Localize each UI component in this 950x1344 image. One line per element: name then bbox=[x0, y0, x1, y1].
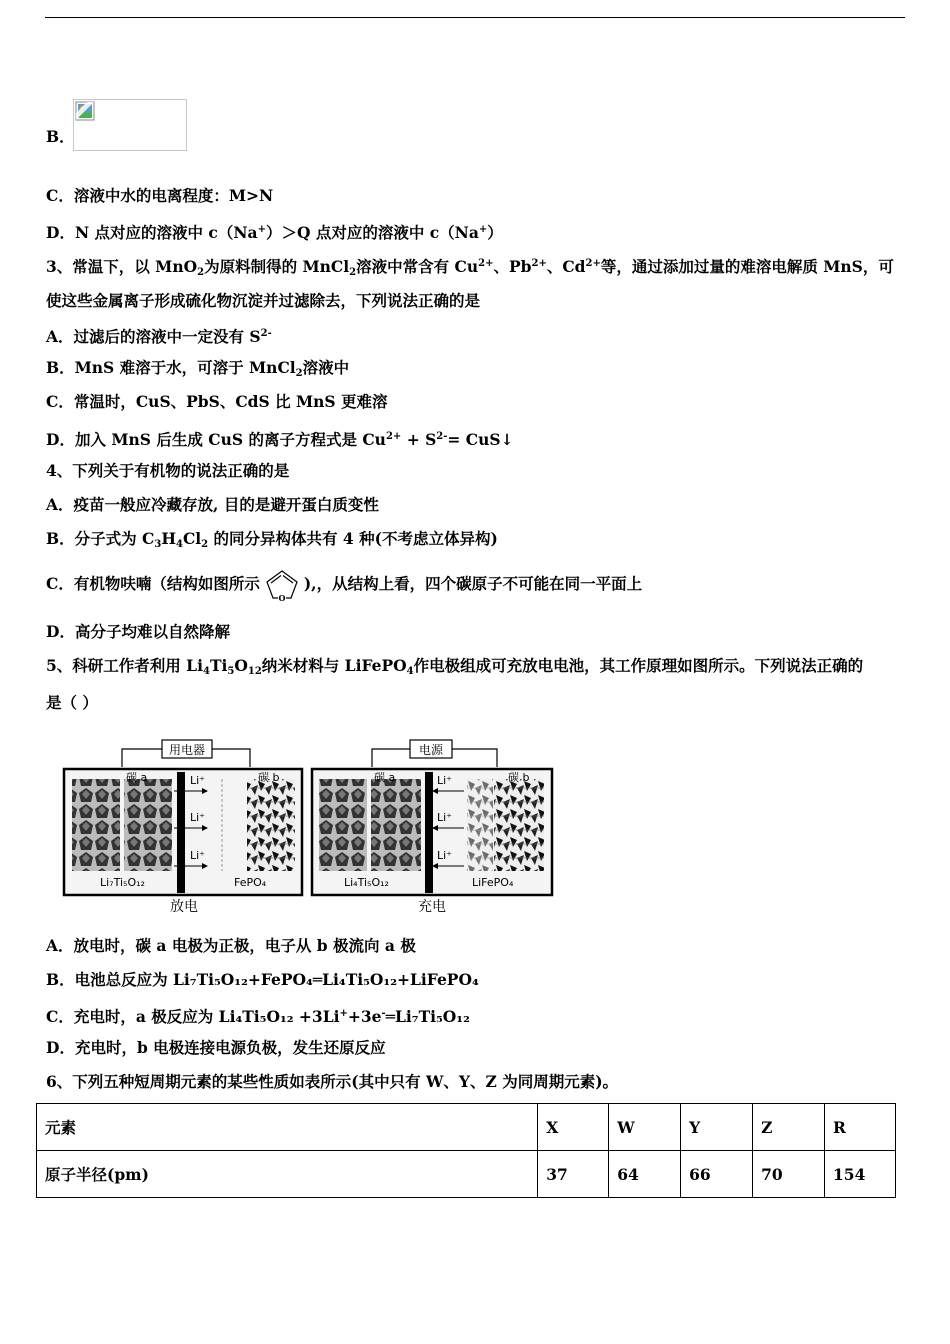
option-a-q4: A．疫苗一般应冷藏存放, 目的是避开蛋白质变性 bbox=[46, 495, 379, 514]
charge-caption: 充电 bbox=[418, 899, 446, 915]
discharge-cell bbox=[64, 740, 302, 915]
option-d-q5: D．充电时，b 电极连接电源负极，发生还原反应 bbox=[46, 1038, 386, 1057]
header-rule bbox=[45, 17, 905, 18]
option-d-q2: D．N 点对应的溶液中 c（Na+）＞Q 点对应的溶液中 c（Na+） bbox=[46, 223, 503, 242]
li-ion-label-6: Li⁺ bbox=[437, 849, 452, 862]
charge-cell bbox=[312, 740, 552, 915]
li-ion-label-3: Li⁺ bbox=[190, 849, 205, 862]
table-cell: 154 bbox=[825, 1151, 896, 1198]
discharge-caption: 放电 bbox=[170, 899, 198, 915]
option-b-label: B． bbox=[46, 127, 75, 146]
question-5-line1: 5、科研工作者利用 $Li_4Ti_5O_{12}$纳米材料与 LiFePO$_4$作电极组成可充放电电池，其工作原理如图所示。下列说法正确的 bbox=[46, 656, 864, 677]
li-ion-label-5: Li⁺ bbox=[437, 811, 452, 824]
option-d-q3: D．加入 MnS 后生成 CuS 的离子方程式是 $Cu^{2+} + S^{2-}=$ CuS↓ bbox=[46, 430, 514, 449]
question-5-line2: 是（ ） bbox=[46, 693, 98, 712]
table-cell: 原子半径(pm) bbox=[37, 1151, 538, 1198]
carbon-a-label-right: 碳 a bbox=[374, 771, 396, 784]
battery-diagram bbox=[62, 739, 557, 917]
option-c-q3: C．常温时，CuS、PbS、CdS 比 MnS 更难溶 bbox=[46, 392, 388, 411]
option-c-q5: C．充电时，a 极反应为 Li₄Ti₅O₁₂ +3Li++3e-═Li₇Ti₅O₁₂ bbox=[46, 1007, 470, 1026]
broken-image-icon bbox=[75, 101, 95, 121]
option-c-q4: C．有机物呋喃（结构如图所示 O ),，从结构上看，四个碳原子不可能在同一平面上 bbox=[46, 566, 642, 603]
option-b-q4: B．分子式为 $C_3H_4Cl_2$ 的同分异构体共有 4 种(不考虑立体异构) bbox=[46, 529, 498, 550]
table-cell: R bbox=[825, 1104, 896, 1151]
furan-structure-icon bbox=[262, 567, 302, 603]
anode-label-left: Li₇Ti₅O₁₂ bbox=[100, 876, 145, 889]
table-cell: 元素 bbox=[37, 1104, 538, 1151]
li-ion-label-1: Li⁺ bbox=[190, 774, 205, 787]
option-b-q3: B．MnS 难溶于水，可溶于 MnCl$_2$溶液中 bbox=[46, 358, 350, 379]
option-a-q3: A．过滤后的溶液中一定没有 $S^{2-}$ bbox=[46, 327, 272, 346]
question-3-line1: 3、常温下，以 MnO$_2$为原料制得的 MnCl$_2$溶液中常含有 $Cu^{2+}$、$Pb^{2+}$、$Cd^{2+}$等，通过添加过量的难溶电解质 MnS，可 bbox=[46, 257, 894, 278]
table-cell: 70 bbox=[753, 1151, 825, 1198]
question-6: 6、下列五种短周期元素的某些性质如表所示(其中只有 W、Y、Z 为同周期元素)。 bbox=[46, 1072, 619, 1091]
option-d-q4: D．高分子均难以自然降解 bbox=[46, 622, 230, 641]
anode-label-right: Li₄Ti₅O₁₂ bbox=[344, 876, 389, 889]
table-cell: Y bbox=[681, 1104, 753, 1151]
table-cell: W bbox=[609, 1104, 681, 1151]
option-a-q5: A．放电时，碳 a 电极为正极，电子从 b 极流向 a 极 bbox=[46, 936, 416, 955]
table-header-row bbox=[37, 1104, 896, 1151]
table-row bbox=[37, 1151, 896, 1198]
question-3-line2: 使这些金属离子形成硫化物沉淀并过滤除去，下列说法正确的是 bbox=[46, 291, 481, 310]
carbon-b-label-right: 碳 b bbox=[508, 771, 530, 784]
source-box-label: 电源 bbox=[418, 743, 444, 757]
table-cell: 66 bbox=[681, 1151, 753, 1198]
cathode-label-left: FePO₄ bbox=[234, 876, 267, 889]
li-ion-label-2: Li⁺ bbox=[190, 811, 205, 824]
question-4: 4、下列关于有机物的说法正确的是 bbox=[46, 461, 290, 480]
table-cell: 64 bbox=[609, 1151, 681, 1198]
furan-oxygen-label: O bbox=[278, 593, 286, 603]
broken-image-placeholder bbox=[73, 99, 187, 151]
load-box-label: 用电器 bbox=[168, 743, 206, 757]
li-ion-label-4: Li⁺ bbox=[437, 774, 452, 787]
table-cell: X bbox=[538, 1104, 609, 1151]
option-c-q2: C．溶液中水的电离程度：M>N bbox=[46, 186, 274, 205]
option-b-q5: B．电池总反应为 Li₇Ti₅O₁₂+FePO₄═Li₄Ti₅O₁₂+LiFePO₄ bbox=[46, 970, 479, 989]
table-cell: Z bbox=[753, 1104, 825, 1151]
carbon-a-label-left: 碳 a bbox=[126, 771, 148, 784]
table-cell: 37 bbox=[538, 1151, 609, 1198]
element-property-table bbox=[36, 1103, 896, 1198]
cathode-label-right: LiFePO₄ bbox=[472, 876, 514, 889]
carbon-b-label-left: 碳 b bbox=[258, 771, 280, 784]
